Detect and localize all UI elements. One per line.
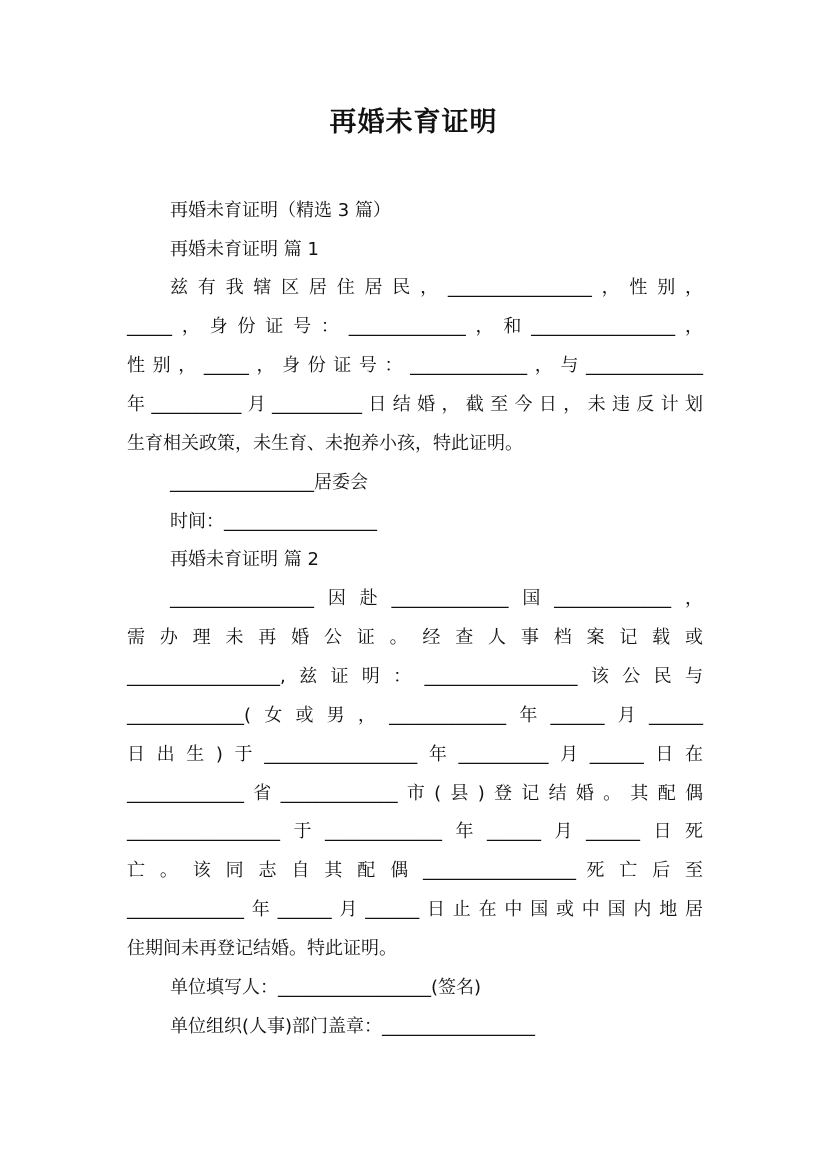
section-heading-1: 再婚未育证明 篇 1 (170, 239, 319, 260)
body-line: _____，身份证号：_____________，和________________， (127, 316, 703, 337)
body-line: 需 办 理 未 再 婚 公 证 。 经 查 人 事 档 案 记 载 或 (127, 627, 703, 648)
body-line: 生育相关政策，未生育、未抱养小孩，特此证明。 (127, 433, 523, 454)
date-line: 时间：_________________ (170, 511, 377, 532)
committee-line: ________________居委会 (170, 472, 368, 493)
body-line: 兹有我辖区居住居民，________________，性别， (170, 277, 703, 298)
body-line: _________________于_____________年______月______日死 (127, 821, 703, 842)
body-line: 性别，_____，身份证号：_____________，与_____________ (127, 355, 703, 376)
document-title: 再婚未育证明 (329, 107, 498, 138)
body-line: 亡 。 该 同 志 自 其 配 偶 _________________ 死 亡 后 至 (127, 860, 703, 881)
body-line: _____________(女或男，_____________年______月______ (127, 705, 703, 726)
seal-line: 单位组织(人事)部门盖章：_________________ (170, 1016, 536, 1037)
body-line: _________________,兹证明：_________________该公民与 (127, 666, 703, 687)
signer-line: 单位填写人：_________________(签名) (170, 977, 482, 998)
body-line: 日出生)于_________________年__________月______日在 (127, 744, 703, 765)
intro-line: 再婚未育证明（精选 3 篇） (170, 200, 391, 221)
body-line: 住期间未再登记结婚。特此证明。 (127, 938, 397, 959)
body-line: 年__________月__________日结婚，截至今日，未违反计划 (127, 394, 703, 415)
section-heading-2: 再婚未育证明 篇 2 (170, 549, 319, 570)
body-line: ________________因赴_____________国_____________， (170, 588, 703, 609)
body-line: _____________省_____________市(县)登记结婚。其配偶 (127, 783, 703, 804)
body-line: _____________年______月______日止在中国或中国内地居 (127, 899, 703, 920)
